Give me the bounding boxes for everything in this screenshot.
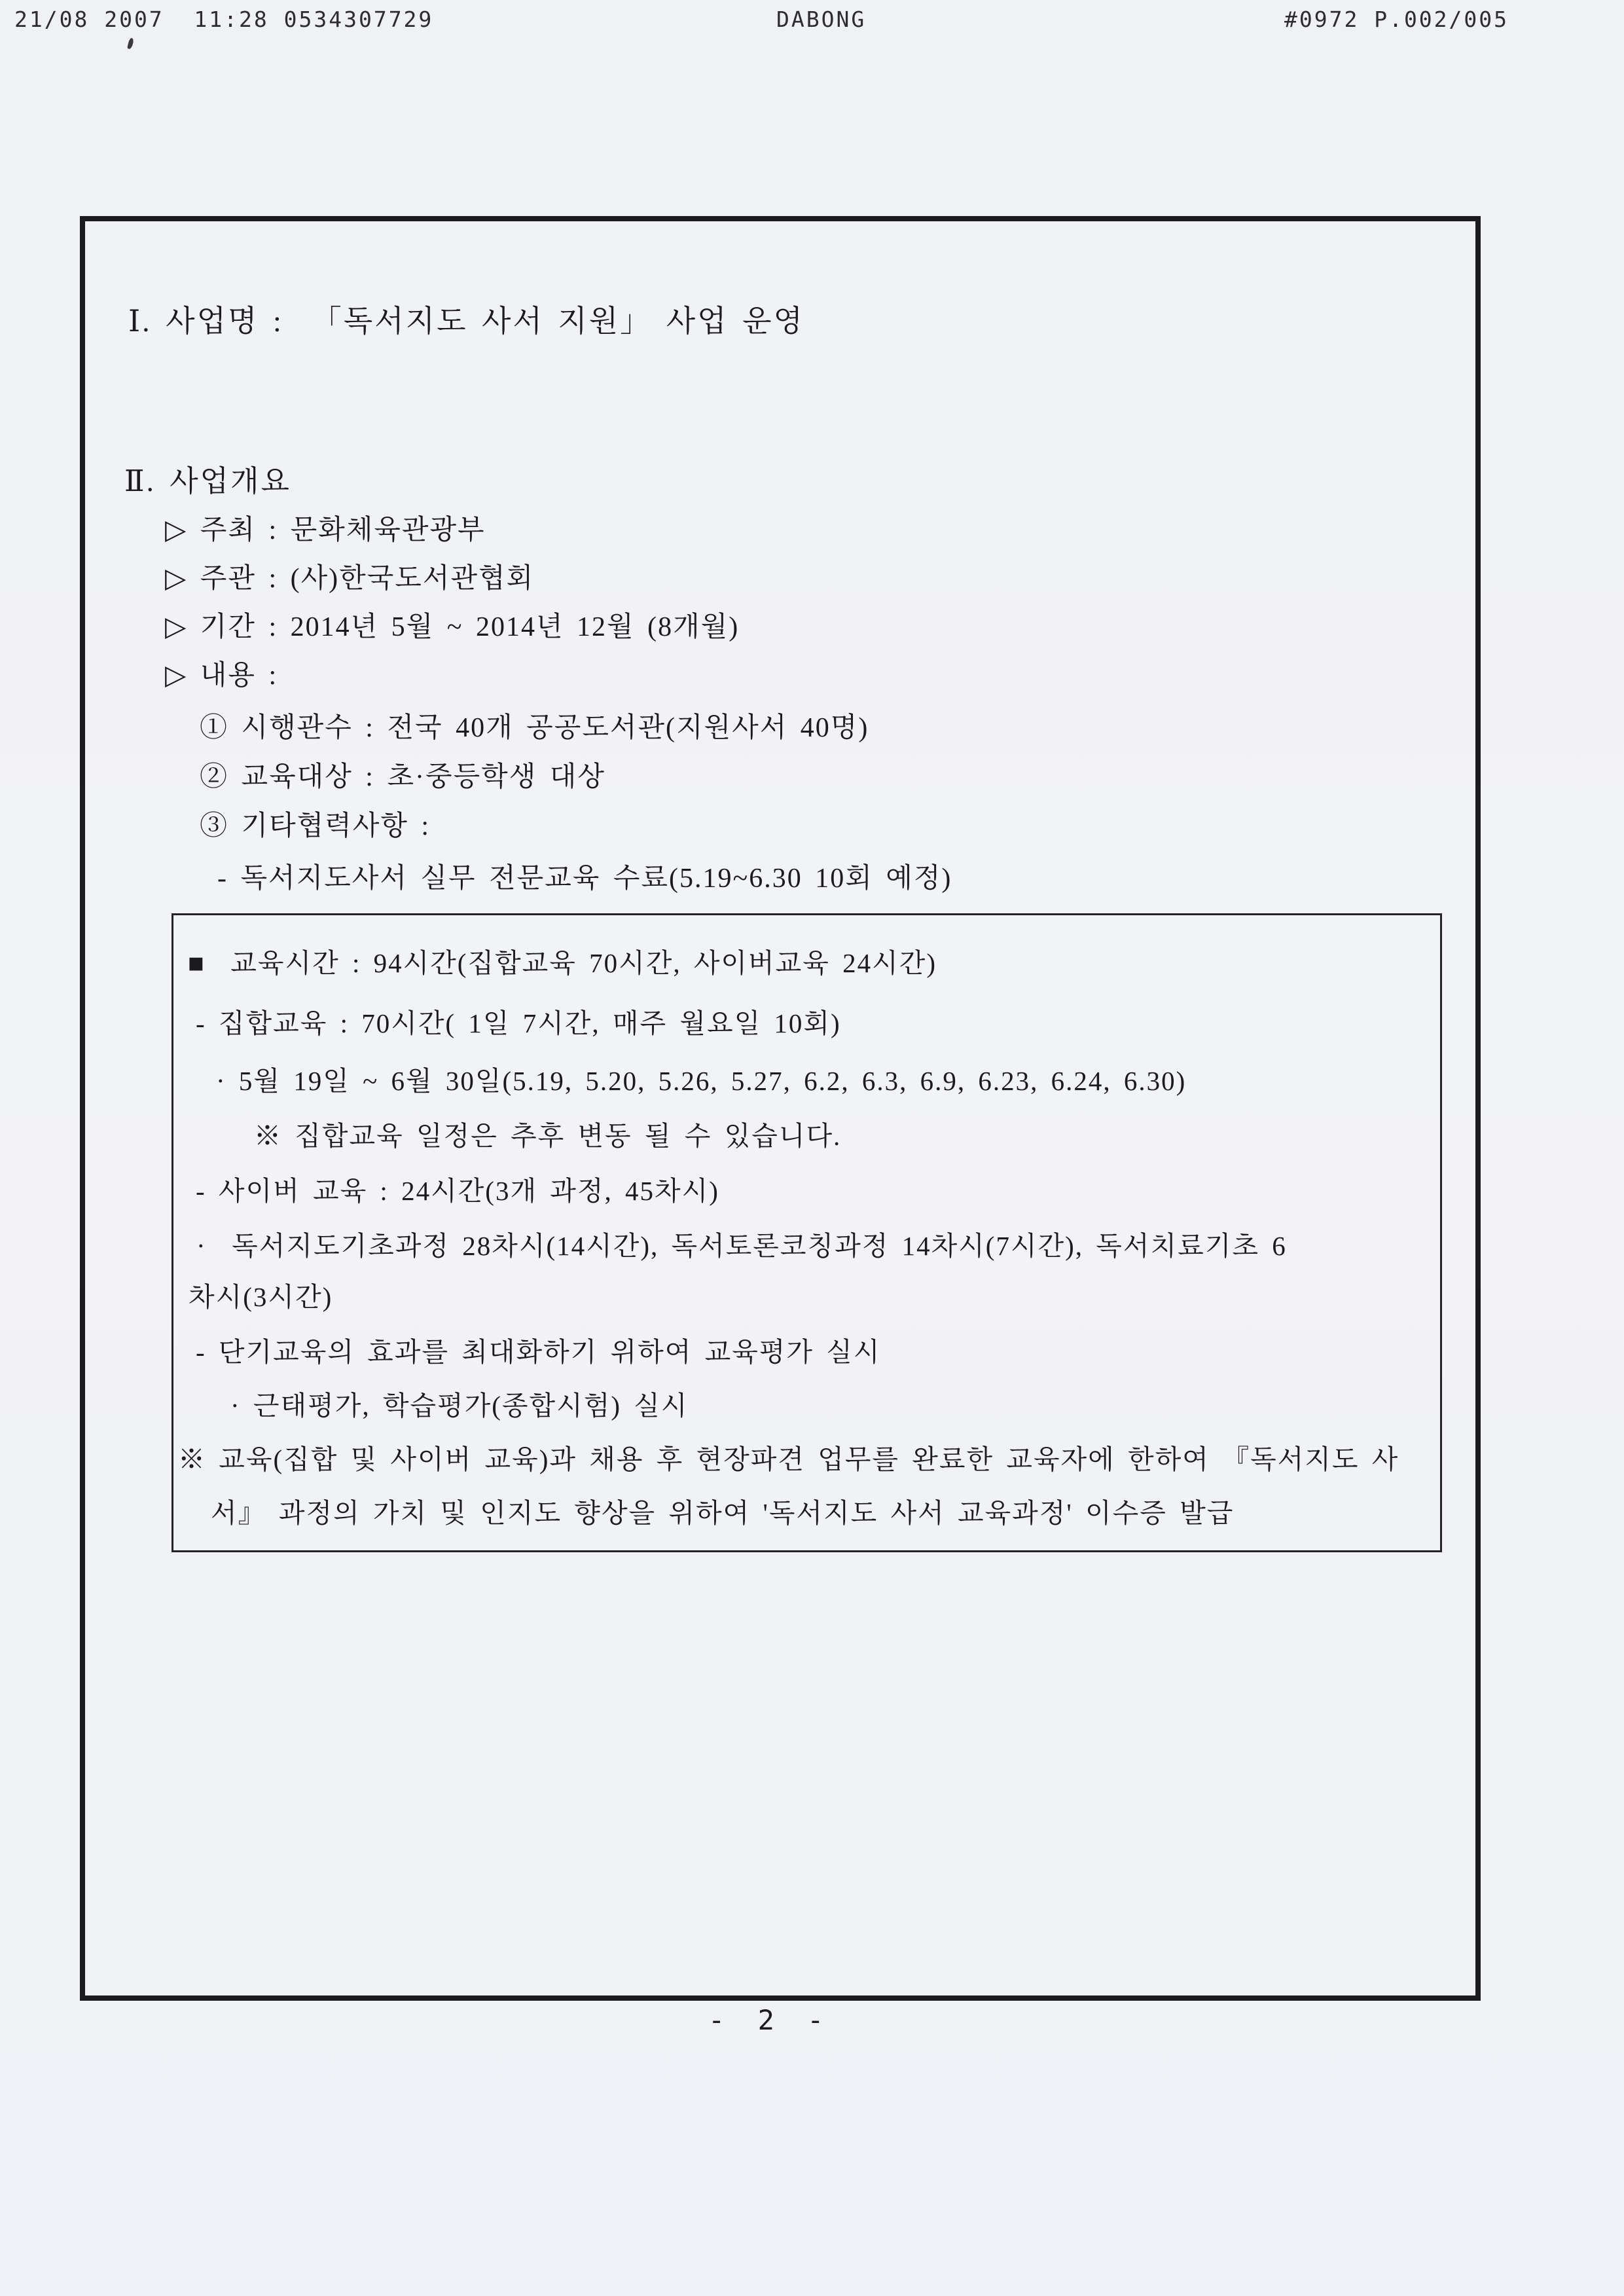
fax-station-name: DABONG: [776, 7, 867, 32]
scan-artifact: [127, 37, 134, 49]
overview-host-line: ▷ 주최 : 문화체육관광부: [165, 515, 486, 545]
box-group-training-line: - 집합교육 : 70시간( 1일 7시간, 매주 월요일 10회): [196, 1008, 841, 1038]
box-evaluation-line: - 단기교육의 효과를 최대화하기 위하여 교육평가 실시: [196, 1337, 881, 1367]
box-certificate-note-line2: 서』 과정의 가치 및 인지도 향상을 위하여 '독서지도 사서 교육과정' 이수증 발급: [211, 1498, 1235, 1528]
overview-organizer-line: ▷ 주관 : (사)한국도서관협회: [165, 564, 535, 594]
box-cyber-training-line: - 사이버 교육 : 24시간(3개 과정, 45차시): [196, 1176, 719, 1206]
overview-period-line: ▷ 기간 : 2014년 5월 ~ 2014년 12월 (8개월): [165, 612, 740, 642]
page-number: - 2 -: [708, 2004, 830, 2036]
training-completion-note: - 독서지도사서 실무 전문교육 수료(5.19~6.30 10회 예정): [217, 864, 952, 894]
content-item-audience: ② 교육대상 : 초·중등학생 대상: [200, 762, 605, 792]
box-total-hours-line: ■ 교육시간 : 94시간(집합교육 70시간, 사이버교육 24시간): [188, 948, 937, 978]
box-training-dates-line: · 5월 19일 ~ 6월 30일(5.19, 5.20, 5.26, 5.27, 6.2, 6.3, 6.9, 6.23, 6.24, 6.30): [216, 1066, 1187, 1096]
fax-datetime-number: 21/08 2007 11:28 0534307729: [14, 7, 434, 32]
overview-heading: Ⅱ. 사업개요: [124, 465, 291, 498]
overview-content-label: ▷ 내용 :: [165, 661, 278, 691]
box-evaluation-detail-line: · 근태평가, 학습평가(종합시험) 실시: [230, 1391, 689, 1421]
content-item-cooperation: ③ 기타협력사항 :: [200, 811, 431, 841]
box-schedule-change-note: ※ 집합교육 일정은 추후 변동 될 수 있습니다.: [254, 1121, 842, 1151]
box-course-breakdown-line1: · 독서지도기초과정 28차시(14시간), 독서토론코칭과정 14차시(7시간), 독서치료기초 6: [196, 1231, 1287, 1261]
project-title: Ⅰ. 사업명 : 「독서지도 사서 지원」 사업 운영: [128, 304, 804, 338]
fax-page-counter: #0972 P.002/005: [1284, 7, 1509, 32]
content-item-libraries: ① 시행관수 : 전국 40개 공공도서관(지원사서 40명): [200, 713, 869, 743]
box-course-breakdown-line2: 차시(3시간): [189, 1282, 333, 1312]
box-certificate-note-line1: ※ 교육(집합 및 사이버 교육)과 채용 후 현장파견 업무를 완료한 교육자에 한하여 『독서지도 사: [178, 1444, 1399, 1474]
